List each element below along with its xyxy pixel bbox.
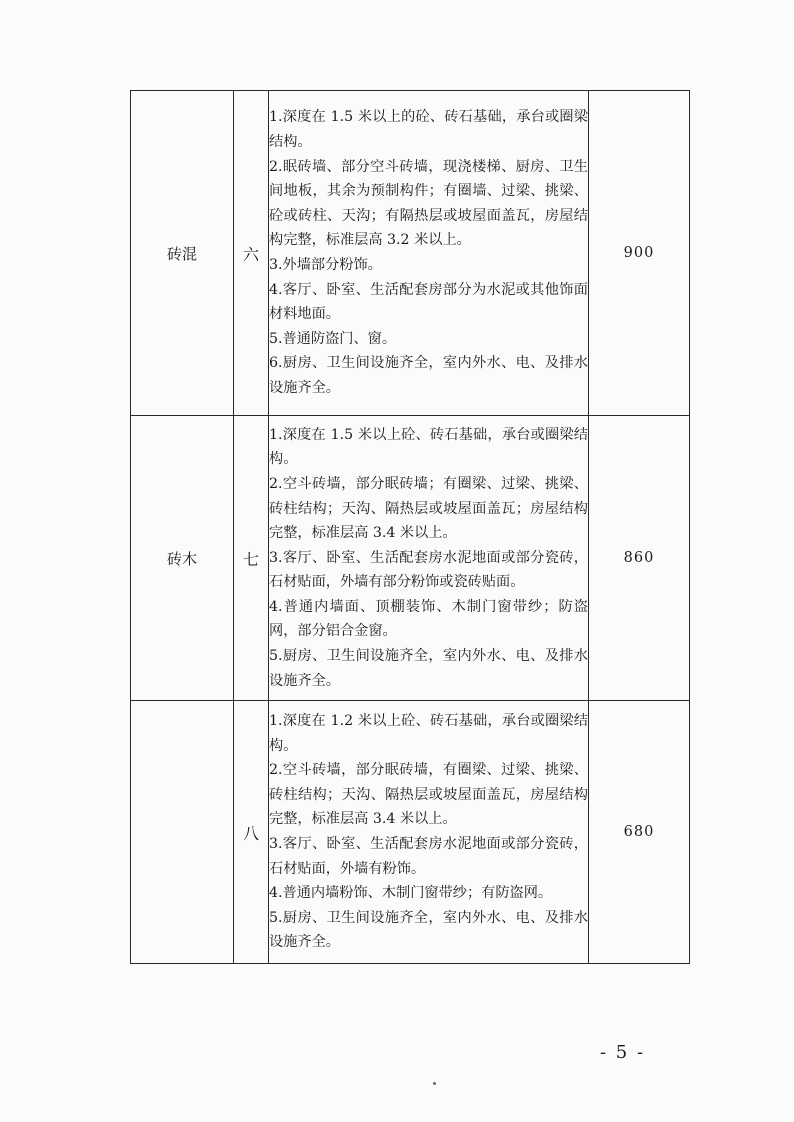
description-item: 2.空斗砖墙，部分眠砖墙；有圈梁、过梁、挑梁、砖柱结构；天沟、隔热层或坡屋面盖瓦；房屋结构完整，标准层高 3.4 米以上。 (269, 475, 588, 542)
description-item: 1.深度在 1.5 米以上砼、砖石基础，承台或圈梁结构。 (269, 426, 588, 468)
description-item: 2.空斗砖墙，部分眠砖墙，有圈梁、过梁、挑梁、砖柱结构；天沟、隔热层或坡屋面盖瓦，房屋结构完整，标准层高 3.4 米以上。 (269, 762, 588, 828)
description-item: 5.厨房、卫生间设施齐全，室内外水、电、及排水设施齐全。 (269, 648, 588, 689)
description-cell (269, 416, 589, 701)
grade-cell: 八 (234, 701, 269, 964)
price-cell: 680 (589, 701, 690, 964)
table-row (131, 91, 690, 416)
description-item: 1.深度在 1.5 米以上的砼、砖石基础，承台或圈梁结构。 (269, 109, 588, 151)
description-item: 3.客厅、卧室、生活配套房水泥地面或部分瓷砖，石材贴面，外墙有粉饰。 (269, 836, 588, 877)
description-cell (269, 91, 589, 416)
description-item: 5.普通防盗门、窗。 (269, 330, 397, 347)
structure-category-cell: 砖木 (131, 416, 234, 701)
description-item: 4.普通内墙粉饰、木制门窗带纱；有防盗网。 (269, 885, 553, 902)
structure-category-cell: 砖混 (131, 91, 234, 416)
grade-cell: 六 (234, 91, 269, 416)
price-cell: 900 (589, 91, 690, 416)
description-item: 6.厨房、卫生间设施齐全，室内外水、电、及排水设施齐全。 (269, 355, 588, 396)
description-cell (269, 701, 589, 964)
description-item: 3.外墙部分粉饰。 (269, 257, 382, 273)
table-row (131, 701, 690, 964)
housing-standard-table (130, 90, 690, 964)
description-item: 5.厨房、卫生间设施齐全，室内外水、电、及排水设施齐全。 (269, 909, 588, 951)
structure-category-cell (131, 701, 234, 964)
scan-speck (433, 1082, 436, 1085)
description-item: 1.深度在 1.2 米以上砼、砖石基础，承台或圈梁结构。 (269, 713, 588, 754)
page-number: - 5 - (600, 1042, 646, 1063)
grade-cell: 七 (234, 416, 269, 701)
description-item: 4.客厅、卧室、生活配套房部分为水泥或其他饰面材料地面。 (269, 281, 588, 323)
description-item: 3.客厅、卧室、生活配套房水泥地面或部分瓷砖，石材贴面，外墙有部分粉饰或瓷砖贴面。 (269, 549, 588, 591)
description-item: 4.普通内墙面、顶棚装饰、木制门窗带纱；防盗网，部分铝合金窗。 (269, 598, 588, 640)
description-item: 2.眠砖墙、部分空斗砖墙，现浇楼梯、厨房、卫生间地板，其余为预制构件；有圈墙、过梁、挑梁、砼或砖柱、天沟；有隔热层或坡屋面盖瓦，房屋结构完整，标准层高 3.2 米以上。 (269, 158, 588, 249)
table-row (131, 416, 690, 701)
price-cell: 860 (589, 416, 690, 701)
